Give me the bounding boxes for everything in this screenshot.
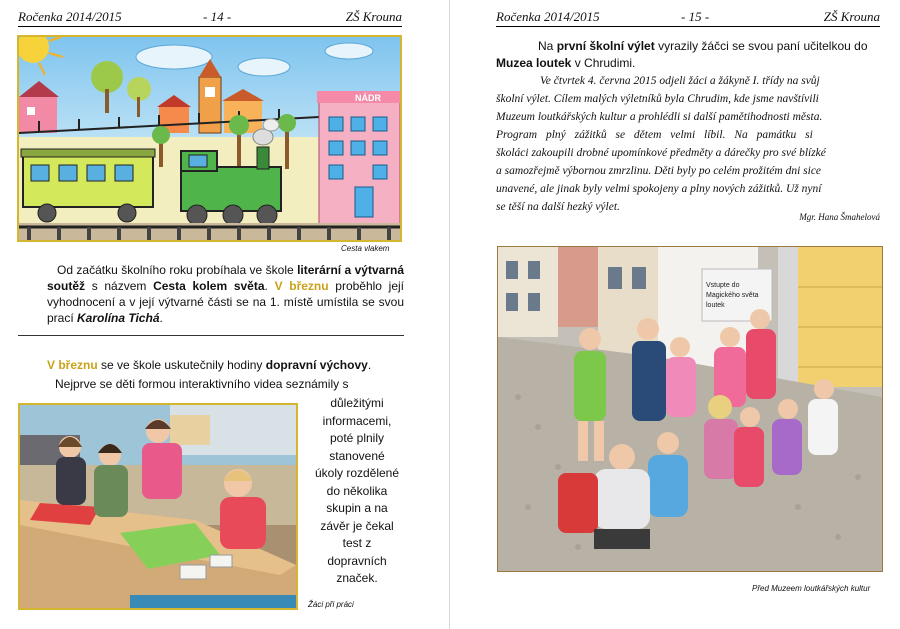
museum-sign-line: Magického světa xyxy=(706,292,759,299)
header-title: Ročenka 2014/2015 xyxy=(18,9,122,24)
competition-paragraph xyxy=(47,262,404,326)
header-page-number: - 15 - xyxy=(681,9,710,24)
left-page-header xyxy=(18,8,402,27)
traffic-line: skupin a na xyxy=(326,501,388,515)
traffic-month: V březnu xyxy=(47,358,98,372)
traffic-line: informacemi, xyxy=(322,413,392,428)
right-page-header xyxy=(496,8,880,27)
competition-month: V březnu xyxy=(274,279,329,293)
traffic-line-2: Nejprve se děti formou interaktivního videa seznámily s xyxy=(55,377,349,391)
drawing-caption: Cesta vlakem xyxy=(341,244,390,253)
museum-sign-line: loutek xyxy=(706,302,725,309)
right-page xyxy=(450,0,900,629)
header-school: ZŠ Krouna xyxy=(823,9,880,24)
trip-report-line: a samozřejmě výbornou zmrzlinu. Děti byly po celém prožitém dni sice xyxy=(496,165,822,177)
traffic-line: značek. xyxy=(336,571,378,585)
trip-report-line: se těší na další hezký výlet. xyxy=(496,201,620,213)
header-title: Ročenka 2014/2015 xyxy=(496,9,600,24)
traffic-line: úkoly rozdělené xyxy=(314,466,400,480)
trip-intro-keyword-2: Muzea loutek xyxy=(496,56,572,70)
traffic-line: poté plnily xyxy=(329,431,385,445)
header-school: ZŠ Krouna xyxy=(345,9,402,24)
competition-text-1: Od začátku školního roku probíhala ve škole xyxy=(57,263,298,277)
trip-photo-illustration xyxy=(498,247,882,571)
classroom-photo-caption: Žáci při práci xyxy=(308,600,354,609)
traffic-line: závěr je čekal xyxy=(320,518,394,533)
trip-intro-text-3: v Chrudimi. xyxy=(571,56,636,70)
trip-report-line: školáci zakoupili drobné upomínkové předměty a dárečky pro své blízké xyxy=(496,147,826,159)
traffic-text-1: se ve škole uskutečnily hodiny xyxy=(97,358,266,372)
traffic-keyword: dopravní výchovy xyxy=(265,358,368,372)
trip-report xyxy=(496,72,880,216)
trip-photo-caption: Před Muzeem loutkářských kultur xyxy=(752,584,871,593)
traffic-line: stanovené xyxy=(329,448,385,463)
museum-sign-line: Vstupte do xyxy=(706,282,740,289)
competition-text-5: . xyxy=(159,311,163,325)
traffic-line: do několika xyxy=(326,483,388,498)
trip-intro-keyword-1: první školní výlet xyxy=(556,39,655,53)
competition-text-2: s názvem xyxy=(85,279,154,293)
competition-winner: Karolína Tichá xyxy=(77,311,160,325)
classroom-photo xyxy=(18,403,298,610)
trip-photo xyxy=(497,246,883,572)
trip-report-line: Muzeum loutkářských kultur a prohlédli si další pamětihodnosti města. xyxy=(496,111,823,123)
trip-report-line: Program plný zážitků se dětem velmi líbil. Na památku si xyxy=(496,129,813,141)
trip-author: Mgr. Hana Šmahelová xyxy=(799,212,880,222)
trip-intro-text-1: Na xyxy=(538,39,557,53)
competition-keyword-1: literární a výtvarná soutěž xyxy=(47,263,404,293)
section-divider xyxy=(18,335,404,336)
header-page-number: - 14 - xyxy=(203,9,232,24)
drawing-illustration xyxy=(19,37,400,240)
trip-intro-text-2: vyrazily žáčci se svou paní učitelkou do xyxy=(654,39,868,53)
children-drawing xyxy=(17,35,402,242)
trip-report-line: unavené, ale jinak byly velmi spokojeny a plny nových zážitků. Už nyní xyxy=(496,183,822,195)
classroom-illustration xyxy=(20,405,296,608)
traffic-narrow-column xyxy=(302,395,412,588)
competition-text-3: . xyxy=(264,279,275,293)
trip-report-line: Ve čtvrtek 4. června 2015 odjeli žáci a žákyně I. třídy na svůj xyxy=(540,75,820,87)
drawing-sign-text: NÁDR xyxy=(355,93,381,103)
traffic-text-2: . xyxy=(367,358,372,372)
trip-intro xyxy=(496,38,882,72)
traffic-line: test z xyxy=(342,536,372,550)
traffic-line: dopravních xyxy=(327,553,387,568)
competition-text-4: proběhlo její vyhodnocení a v její výtvarné části se na 1. místě umístila se svou prací xyxy=(47,279,405,325)
trip-report-line: školní výlet. Cílem malých výletníků byla Chrudim, kde jsme navštívili xyxy=(496,93,819,105)
competition-keyword-2: Cesta kolem světa xyxy=(153,279,265,293)
traffic-line: důležitými xyxy=(330,396,384,410)
traffic-heading-line xyxy=(47,357,407,373)
